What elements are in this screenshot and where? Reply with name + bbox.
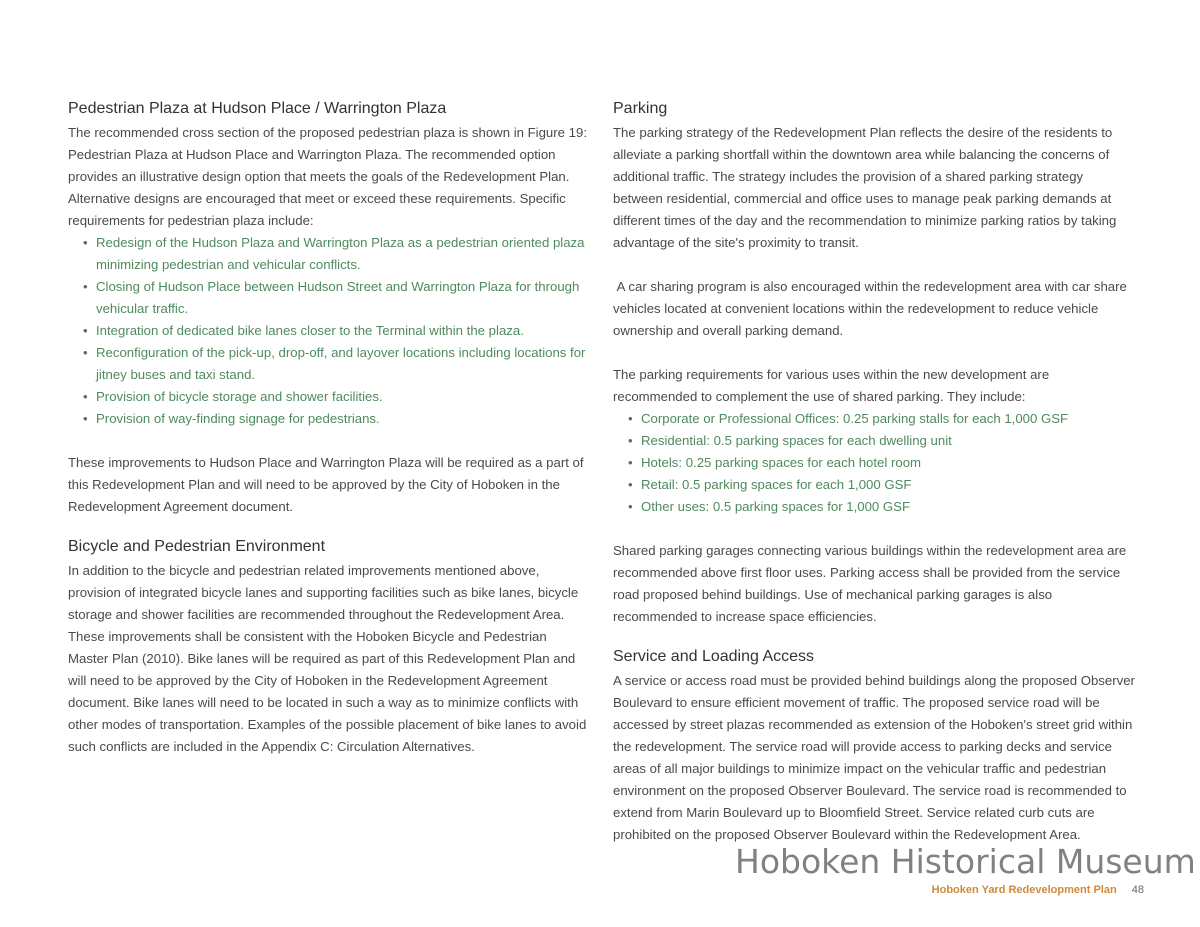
section-heading-service: Service and Loading Access: [613, 648, 815, 665]
left-column: [68, 98, 590, 758]
list-item: • Corporate or Professional Offices: 0.25 parking stalls for each 1,000 GSF: [641, 408, 1135, 430]
paragraph: A car sharing program is also encouraged within the redevelopment area with car share vehicles located at convenient locations within the redevelopment to reduce vehicle ownership and overall parking demand.: [613, 279, 1131, 338]
list-item: • Retail: 0.5 parking spaces for each 1,000 GSF: [641, 474, 1135, 496]
list-item: • Closing of Hudson Place between Hudson Street and Warrington Plaza for through vehicular traffic.: [96, 276, 590, 320]
section-heading-parking: Parking: [613, 100, 668, 117]
section-heading-bicycle: Bicycle and Pedestrian Environment: [68, 538, 326, 555]
watermark: Hoboken Historical Museum: [735, 842, 1196, 881]
plaza-requirements-list: [68, 232, 590, 430]
list-item: • Provision of way-finding signage for pedestrians.: [96, 408, 590, 430]
paragraph: The parking strategy of the Redevelopment Plan reflects the desire of the residents to alleviate a parking shortfall within the downtown area while balancing the concerns of additional traffic. The strategy includes the provision of a shared parking strategy between residential, commercial and office uses to manage peak parking demands at different times of the day and the recommendation to minimize parking ratios by taking advantage of the site's proximity to transit.: [613, 125, 1117, 250]
list-item: • Residential: 0.5 parking spaces for each dwelling unit: [641, 430, 1135, 452]
paragraph: A service or access road must be provided behind buildings along the proposed Observer Boulevard to ensure efficient movement of traffic. The proposed service road will be accessed by street plazas recommended as extension of the Hoboken's street grid within the redevelopment. The service road will provide access to parking decks and service areas of all major buildings to minimize impact on the vehicular traffic and pedestrian environment on the proposed Observer Boulevard. The service road is recommended to extend from Marin Boulevard up to Bloomfield Street. Service related curb cuts are prohibited on the proposed Observer Boulevard within the Redevelopment Area.: [613, 673, 1135, 842]
list-item: • Redesign of the Hudson Plaza and Warrington Plaza as a pedestrian oriented plaza minimizing pedestrian and vehicular conflicts.: [96, 232, 590, 276]
list-item: • Provision of bicycle storage and shower facilities.: [96, 386, 590, 408]
paragraph: Shared parking garages connecting various buildings within the redevelopment area are recommended above first floor uses. Parking access shall be provided from the service road proposed behind buildings. Use of mechanical parking garages is also recommended to increase space efficiencies.: [613, 543, 1127, 624]
paragraph: The parking requirements for various uses within the new development are recommended to complement the use of shared parking. They include:: [613, 367, 1050, 404]
section-heading-pedestrian-plaza: Pedestrian Plaza at Hudson Place / Warrington Plaza: [68, 100, 447, 117]
list-item: • Hotels: 0.25 parking spaces for each hotel room: [641, 452, 1135, 474]
paragraph: In addition to the bicycle and pedestrian related improvements mentioned above, provision of integrated bicycle lanes and supporting facilities such as bike lanes, bicycle storage and shower facilities are recommended throughout the Redevelopment Area. These improvements shall be consistent with the Hoboken Bicycle and Pedestrian Master Plan (2010). Bike lanes will be required as part of this Redevelopment Plan and will need to be approved by the City of Hoboken in the Redevelopment Agreement document. Bike lanes will need to be located in such a way as to minimize conflicts with other modes of transportation. Examples of the possible placement of bike lanes to avoid such conflicts are included in the Appendix C: Circulation Alternatives.: [68, 563, 587, 754]
paragraph: The recommended cross section of the proposed pedestrian plaza is shown in Figure 19: Pedestrian Plaza at Hudson Place and Warrington Plaza. The recommended option provides an illustrative design option that meets the goals of the Redevelopment Plan. Alternative designs are encouraged that meet or exceed these requirements. Specific requirements for pedestrian plaza include:: [68, 125, 587, 228]
list-item: • Other uses: 0.5 parking spaces for 1,000 GSF: [641, 496, 1135, 518]
list-item: • Reconfiguration of the pick-up, drop-off, and layover locations including locations for jitney buses and taxi stand.: [96, 342, 590, 386]
right-column: [613, 98, 1135, 846]
footer-title: Hoboken Yard Redevelopment Plan: [931, 884, 1117, 896]
list-item: • Integration of dedicated bike lanes closer to the Terminal within the plaza.: [96, 320, 590, 342]
paragraph: These improvements to Hudson Place and Warrington Plaza will be required as a part of this Redevelopment Plan and will need to be approved by the City of Hoboken in the Redevelopment Agreement document.: [68, 455, 584, 514]
page-footer: [932, 884, 1144, 896]
page-number: 48: [1131, 884, 1144, 896]
parking-requirements-list: [613, 408, 1135, 518]
